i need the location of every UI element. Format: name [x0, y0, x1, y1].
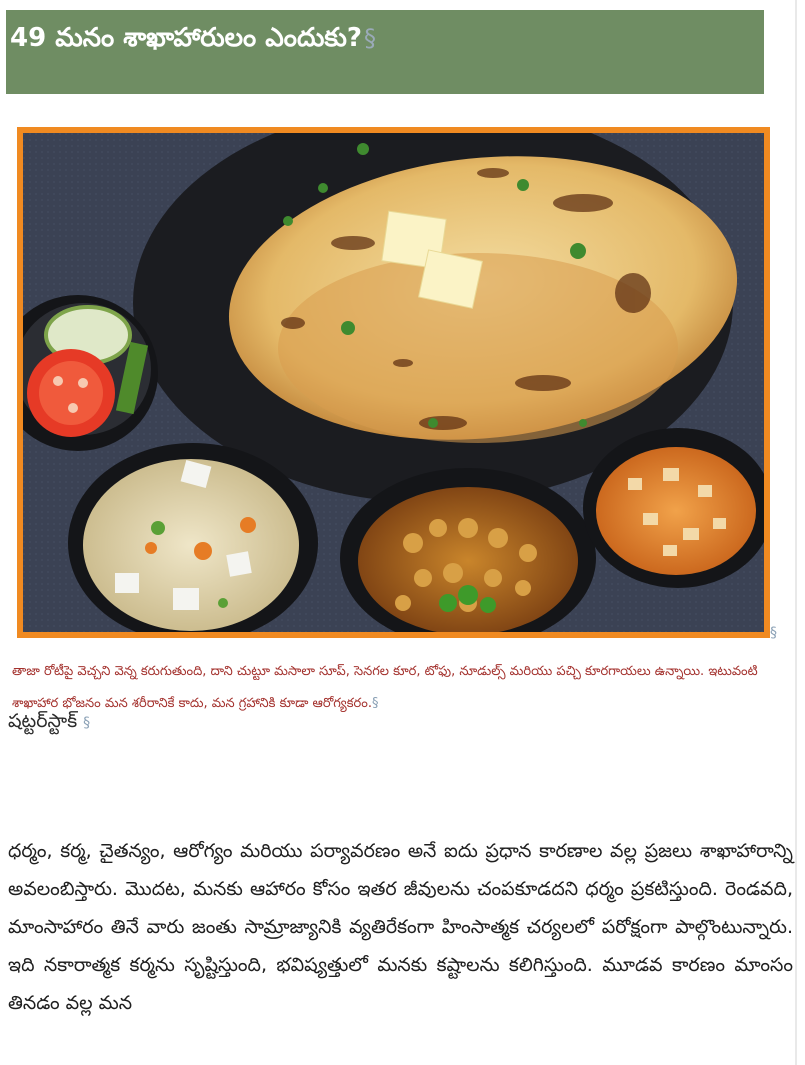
food-photo-image: [23, 133, 764, 632]
chapter-title: [10, 22, 760, 54]
photo-credit-text: షట్టర్‌స్టాక్: [8, 710, 78, 732]
photo-caption: [12, 656, 792, 720]
photo-credit: [8, 706, 90, 738]
photo-section-mark-icon: §: [770, 625, 777, 641]
vegetarian-meal-illustration: [23, 133, 764, 632]
credit-section-mark-icon: §: [83, 715, 91, 731]
photo-caption-text: తాజా రోటీపై వెచ్చని వెన్న కరుగుతుంది, దాని చుట్టూ మసాలా సూప్, సెనగల కూర, టోఫు, నూడుల్స్ మరియు పచ్చి కూరగాయలు ఉన్నాయి. ఇటువంటి శాఖాహార భోజనం మన శరీరానికే కాదు, మన గ్రహానికి కూడా ఆరోగ్యకరం.: [12, 664, 758, 711]
chapter-header: [6, 10, 764, 94]
chapter-title-text: 49 మనం శాఖాహారులం ఎందుకు?: [10, 23, 362, 53]
page-edge-rule: [795, 0, 797, 1065]
food-photo: [17, 127, 770, 638]
caption-section-mark-icon: §: [371, 696, 379, 711]
body-paragraph: ధర్మం, కర్మ, చైతన్యం, ఆరోగ్యం మరియు పర్యావరణం అనే ఐదు ప్రధాన కారణాల వల్ల ప్రజలు శాఖాహారాన్ని అవలంబిస్తారు. మొదట, మనకు ఆహారం కోసం ఇతర జీవులను చంపకూడదని ధర్మం ప్రకటిస్తుంది. రెండవది, మాంసాహారం తినే వారు జంతు సామ్రాజ్యానికి వ్యతిరేకంగా హింసాత్మక చర్యలలో పరోక్షంగా పాల్గొంటున్నారు. ఇది నకారాత్మక కర్మను సృష్టిస్తుంది, భవిష్యత్తులో మనకు కష్టాలను కలిగిస్తుంది. మూడవ కారణం మాంసం తినడం వల్ల మన: [8, 840, 793, 1014]
section-mark-icon: §: [363, 24, 376, 52]
